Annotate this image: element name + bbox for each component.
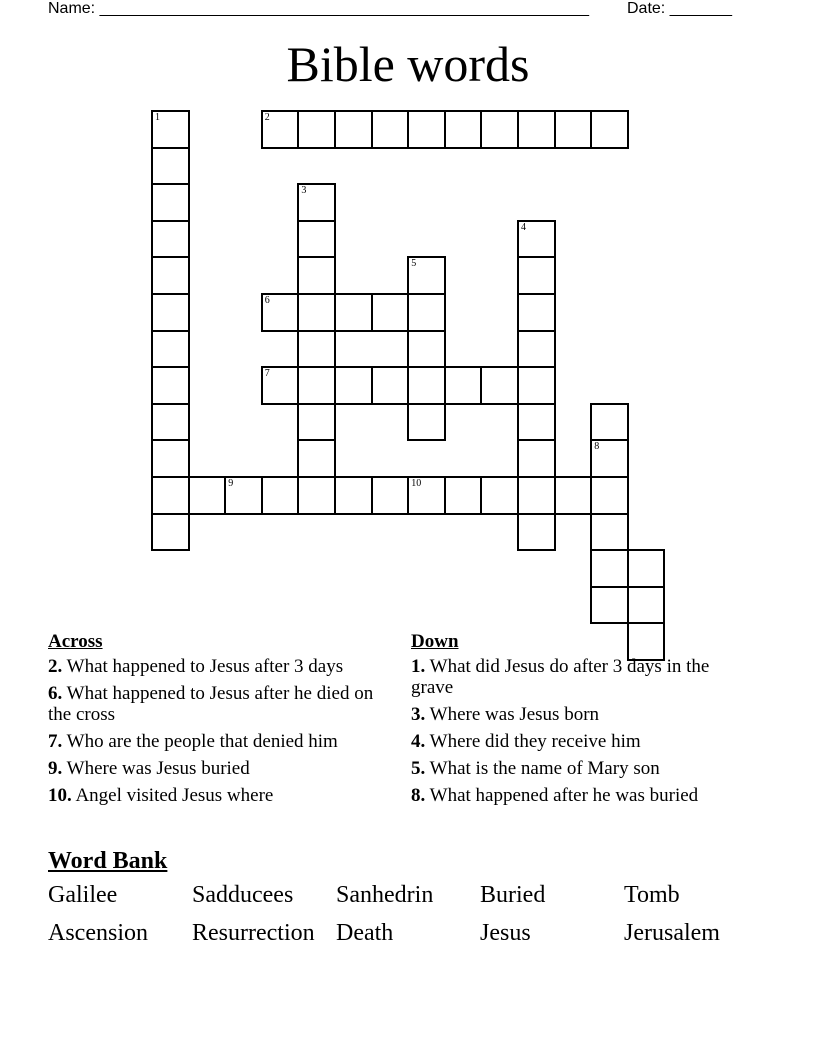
cell-number: 9 (228, 478, 234, 489)
clue-number: 8. (411, 785, 426, 806)
clue-across-6 (48, 683, 383, 725)
clue-text: What happened after he was buried (425, 785, 699, 806)
page-title: Bible words (286, 36, 530, 92)
word-bank (48, 880, 768, 948)
crossword-cell[interactable] (151, 256, 190, 295)
word-bank-item: Buried (480, 882, 546, 908)
crossword-cell[interactable] (517, 439, 556, 478)
crossword-cell[interactable] (517, 403, 556, 442)
word-bank-item: Jerusalem (624, 920, 720, 946)
crossword-cell[interactable] (297, 220, 336, 259)
crossword-cell[interactable] (297, 256, 336, 295)
crossword-cell[interactable] (151, 403, 190, 442)
crossword-cell[interactable] (627, 549, 666, 588)
crossword-cell[interactable] (224, 476, 263, 515)
crossword-cell[interactable] (151, 220, 190, 259)
crossword-cell[interactable] (151, 147, 190, 186)
crossword-cell[interactable] (444, 476, 483, 515)
date-field[interactable]: Date: _______ (627, 0, 732, 17)
name-field[interactable]: Name: _______________________________________________________ (48, 0, 589, 17)
crossword-cell[interactable] (371, 476, 410, 515)
crossword-cell[interactable] (297, 183, 336, 222)
crossword-cell[interactable] (517, 110, 556, 149)
cell-number: 5 (411, 258, 417, 270)
word-bank-title: Word Bank (48, 848, 168, 874)
crossword-cell[interactable] (554, 110, 593, 149)
word-bank-item: Galilee (48, 882, 118, 908)
crossword-cell[interactable] (371, 110, 410, 149)
clue-number: 6. (48, 683, 63, 704)
crossword-cell[interactable] (151, 293, 190, 332)
clue-down-4 (411, 731, 756, 752)
crossword-cell[interactable] (371, 293, 410, 332)
crossword-cell[interactable] (151, 439, 190, 478)
crossword-cell[interactable] (407, 330, 446, 369)
word-bank-item: Tomb (624, 882, 680, 908)
crossword-cell[interactable] (297, 476, 336, 515)
crossword-cell[interactable] (334, 476, 373, 515)
crossword-cell[interactable] (444, 366, 483, 405)
crossword-cell[interactable] (590, 439, 629, 478)
crossword-cell[interactable] (517, 366, 556, 405)
crossword-cell[interactable] (297, 366, 336, 405)
word-bank-item: Ascension (48, 920, 148, 946)
clue-text: Who are the people that denied him (62, 731, 338, 752)
word-bank-item: Resurrection (192, 920, 315, 946)
crossword-cell[interactable] (151, 110, 190, 149)
word-bank-item: Jesus (480, 920, 531, 946)
clue-across-2 (48, 656, 383, 677)
clue-number: 10. (48, 785, 72, 806)
cell-number: 8 (594, 441, 600, 453)
cell-number: 2 (264, 112, 270, 123)
crossword-cell[interactable] (480, 476, 519, 515)
cell-number: 4 (521, 221, 526, 233)
crossword-cell[interactable] (590, 513, 629, 552)
crossword-cell[interactable] (517, 256, 556, 295)
clue-number: 5. (411, 758, 426, 779)
clue-number: 1. (411, 656, 426, 677)
crossword-cell[interactable] (407, 476, 446, 515)
clue-text: What did Jesus do after 3 days in the grave (411, 656, 710, 698)
cell-number: 6 (264, 295, 270, 306)
crossword-cell[interactable] (371, 366, 410, 405)
clue-number: 2. (48, 656, 63, 677)
clue-down-5 (411, 758, 756, 779)
clue-across-10 (48, 785, 383, 806)
across-heading: Across (48, 631, 103, 652)
crossword-cell[interactable] (517, 476, 556, 515)
crossword-cell[interactable] (151, 513, 190, 552)
word-bank-item: Sanhedrin (336, 882, 434, 908)
crossword-cell[interactable] (334, 293, 373, 332)
cell-number: 7 (264, 368, 270, 380)
crossword-cell[interactable] (517, 330, 556, 369)
crossword-cell[interactable] (407, 403, 446, 442)
clue-down-1 (411, 656, 756, 698)
clue-number: 7. (48, 731, 63, 752)
cell-number: 1 (155, 112, 160, 123)
crossword-cell[interactable] (334, 366, 373, 405)
crossword-cell[interactable] (151, 183, 190, 222)
crossword-cell[interactable] (334, 110, 373, 149)
clue-text: Where was Jesus buried (62, 758, 250, 779)
word-bank-item: Death (336, 920, 394, 946)
crossword-cell[interactable] (261, 110, 300, 149)
crossword-cell[interactable] (590, 403, 629, 442)
clue-down-8 (411, 785, 756, 806)
crossword-cell[interactable] (480, 366, 519, 405)
crossword-cell[interactable] (590, 110, 629, 149)
crossword-cell[interactable] (297, 403, 336, 442)
clue-text: What is the name of Mary son (425, 758, 660, 779)
crossword-cell[interactable] (627, 586, 666, 625)
clue-text: Where did they receive him (425, 731, 641, 752)
crossword-cell[interactable] (188, 476, 227, 515)
clue-text: Where was Jesus born (425, 704, 600, 725)
clue-text: What happened to Jesus after he died on the cross (48, 683, 374, 725)
crossword-cell[interactable] (517, 220, 556, 259)
clue-text: Angel visited Jesus where (71, 785, 274, 806)
crossword-cell[interactable] (151, 476, 190, 515)
crossword-cell[interactable] (444, 110, 483, 149)
crossword-cell[interactable] (151, 330, 190, 369)
crossword-cell[interactable] (297, 330, 336, 369)
word-bank-item: Sadducees (192, 882, 294, 908)
down-clues (411, 631, 756, 812)
crossword-cell[interactable] (297, 439, 336, 478)
crossword-cell[interactable] (261, 366, 300, 405)
crossword-cell[interactable] (407, 256, 446, 295)
crossword-cell[interactable] (407, 293, 446, 332)
cell-number: 3 (301, 185, 307, 197)
down-heading: Down (411, 631, 459, 652)
crossword-cell[interactable] (480, 110, 519, 149)
crossword-cell[interactable] (407, 366, 446, 405)
crossword-cell[interactable] (517, 293, 556, 332)
clue-number: 3. (411, 704, 426, 725)
crossword-cell[interactable] (297, 293, 336, 332)
clue-across-9 (48, 758, 383, 779)
crossword-cell[interactable] (554, 476, 593, 515)
clue-text: What happened to Jesus after 3 days (62, 656, 344, 677)
cell-number: 10 (411, 478, 422, 489)
clue-across-7 (48, 731, 383, 752)
crossword-cell[interactable] (590, 586, 629, 625)
crossword-cell[interactable] (407, 110, 446, 149)
clue-number: 9. (48, 758, 63, 779)
across-clues (48, 631, 383, 812)
crossword-cell[interactable] (590, 476, 629, 515)
crossword-cell[interactable] (261, 293, 300, 332)
clue-down-3 (411, 704, 756, 725)
clue-number: 4. (411, 731, 426, 752)
crossword-cell[interactable] (590, 549, 629, 588)
crossword-cell[interactable] (517, 513, 556, 552)
crossword-cell[interactable] (151, 366, 190, 405)
crossword-cell[interactable] (297, 110, 336, 149)
crossword-cell[interactable] (261, 476, 300, 515)
